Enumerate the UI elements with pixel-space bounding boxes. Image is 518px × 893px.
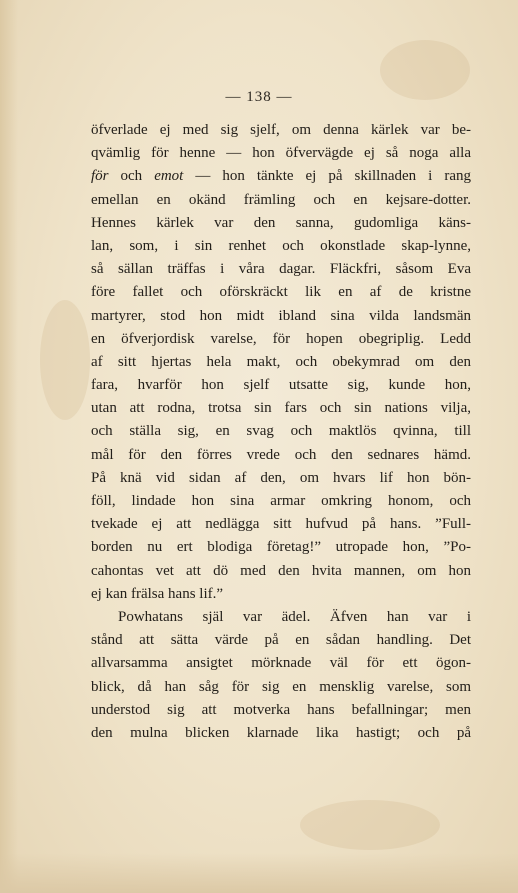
text-line: en öfverjordisk varelse, för hopen obegriplig. Ledd bbox=[91, 330, 471, 347]
text-run: för bbox=[91, 168, 109, 185]
text-line: understod sig att motverka hans befallningar; men bbox=[91, 701, 471, 718]
text-run: och bbox=[108, 168, 155, 185]
body-text bbox=[91, 119, 471, 745]
paragraph bbox=[91, 119, 471, 606]
paper-stain bbox=[300, 800, 440, 850]
text-line: föll, lindade hon sina armar omkring honom, och bbox=[91, 493, 471, 509]
text-line: emellan en okänd främling och en kejsare-dotter. bbox=[91, 191, 471, 208]
page-edge-shadow bbox=[0, 0, 18, 893]
text-run: — hon tänkte ej på skillnaden i rang bbox=[183, 168, 471, 185]
text-line: Hennes kärlek var den sanna, gudomliga käns- bbox=[91, 214, 471, 231]
paper-stain bbox=[40, 300, 90, 420]
text-line: ej kan frälsa hans lif.” bbox=[91, 585, 224, 602]
text-line: tvekade ej att nedlägga sitt hufvud på hans. ”Full- bbox=[91, 516, 471, 533]
text-line: mål för den förres vrede och den sednares hämd. bbox=[91, 446, 471, 463]
text-line: Powhatans själ var ädel. Äfven han var i bbox=[118, 608, 471, 625]
text-run: emot bbox=[154, 168, 184, 185]
text-line: den mulna blicken klarnade lika hastigt; och på bbox=[91, 724, 471, 741]
text-line: martyrer, stod hon midt ibland sina vilda landsmän bbox=[91, 307, 471, 324]
text-line: blick, då han såg för sig en mensklig varelse, som bbox=[91, 678, 471, 695]
text-line: qvämlig för henne — hon öfvervägde ej så noga alla bbox=[91, 145, 471, 162]
page-number: — 138 — bbox=[225, 89, 293, 105]
text-line: af sitt hjertas hela makt, och obekymrad om den bbox=[91, 353, 471, 370]
text-line: lan, som, i sin renhet och okonstlade skap-lynne, bbox=[91, 237, 471, 254]
text-line: fara, hvarför hon sjelf utsatte sig, kunde hon, bbox=[91, 377, 471, 394]
text-line: allvarsamma ansigtet mörknade väl för ett ögon- bbox=[91, 655, 471, 672]
text-line: så sällan träffas i våra dagar. Fläckfri, såsom Eva bbox=[91, 261, 471, 278]
text-line: stånd att sätta värde på en sådan handling. Det bbox=[91, 632, 471, 649]
page-bottom-shadow bbox=[0, 853, 518, 893]
text-line: öfverlade ej med sig sjelf, om denna kärlek var be- bbox=[91, 122, 471, 138]
text-line: utan att rodna, trotsa sin fars och sin nations vilja, bbox=[91, 400, 471, 417]
text-line: På knä vid sidan af den, om hvars lif hon bön- bbox=[91, 469, 471, 486]
text-line: och ställa sig, en svag och maktlös qvinna, till bbox=[91, 423, 471, 440]
text-line: borden nu ert blodiga företag!” utropade hon, ”Po- bbox=[91, 539, 471, 556]
text-line: cahontas vet att dö med den hvita mannen, om hon bbox=[91, 562, 471, 579]
text-line bbox=[91, 165, 471, 188]
text-line: före fallet och oförskräckt lik en af de kristne bbox=[91, 284, 471, 301]
paragraph bbox=[91, 606, 471, 745]
